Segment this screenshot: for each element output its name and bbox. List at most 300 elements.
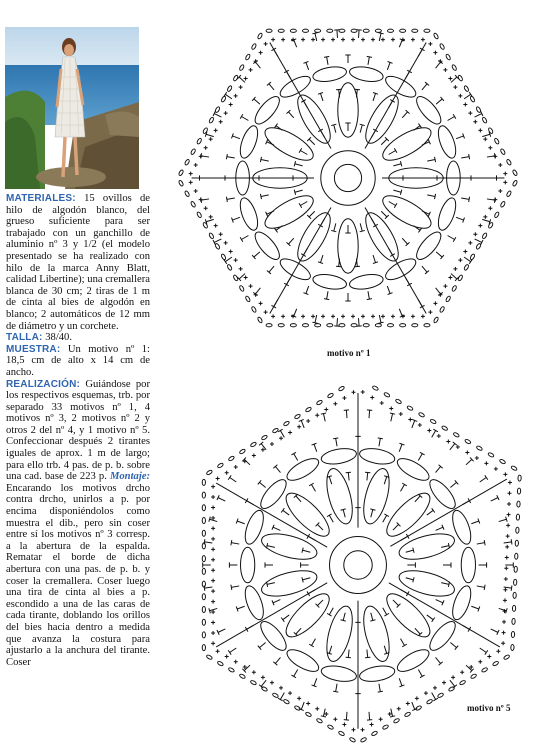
single-crochet xyxy=(219,232,223,236)
double-crochet xyxy=(224,257,232,264)
double-crochet xyxy=(303,286,308,294)
single-crochet xyxy=(333,717,337,721)
montaje-text: Encarando los motivos drcho contra drcho, unirlos a p. por encima disponiéndolos como muestra el dib., pero sin coser entre sí los motivos nº 3 corresp. a la abertura de la espalda. Rematar el borde de dicha abertura con una pas. de p. b. y coser la cremallera. Coser luego una tira de cinta al bies a p. escondido a una de las caras de cada tirante, doblando los orillos del bies hacia dentro a medida que avanza la costura para ajustarlo a la anchura del tirante. Coser xyxy=(6,482,150,668)
chain-stitch xyxy=(202,632,205,638)
corner-spoke xyxy=(216,583,327,647)
chain-stitch xyxy=(327,724,334,730)
double-crochet xyxy=(299,148,307,154)
double-crochet xyxy=(504,539,512,544)
single-crochet xyxy=(463,250,467,254)
single-crochet xyxy=(315,413,319,417)
double-crochet xyxy=(273,465,280,473)
single-crochet xyxy=(473,120,477,124)
materiales-heading: MATERIALES: xyxy=(6,193,76,204)
double-crochet xyxy=(242,665,250,672)
single-crochet xyxy=(415,696,419,700)
single-crochet xyxy=(321,314,325,318)
chain-stitch xyxy=(494,138,500,145)
single-crochet xyxy=(391,38,395,42)
double-crochet xyxy=(307,211,315,219)
double-crochet xyxy=(217,629,225,635)
double-crochet xyxy=(278,429,284,437)
chain-stitch xyxy=(202,222,208,229)
double-crochet xyxy=(373,93,378,101)
single-crochet xyxy=(279,436,283,440)
double-crochet xyxy=(258,480,266,487)
chain-stitch xyxy=(445,54,451,61)
single-crochet xyxy=(399,412,403,416)
chain-stitch xyxy=(513,579,516,585)
single-crochet xyxy=(261,675,265,679)
double-crochet xyxy=(260,194,268,199)
single-crochet xyxy=(311,314,315,318)
single-crochet xyxy=(271,38,275,42)
single-crochet xyxy=(214,128,218,132)
chain-stitch xyxy=(514,566,517,572)
single-crochet xyxy=(507,502,511,506)
double-crochet xyxy=(480,648,488,655)
chain-stitch xyxy=(266,29,272,32)
double-crochet xyxy=(321,413,326,421)
double-crochet xyxy=(333,684,338,692)
double-crochet xyxy=(412,702,417,710)
double-crochet xyxy=(427,615,435,622)
chain-stitch xyxy=(384,392,391,398)
double-crochet xyxy=(491,629,499,635)
chain-stitch xyxy=(202,505,205,511)
corner-spoke xyxy=(270,207,331,313)
double-crochet xyxy=(464,92,472,99)
single-crochet xyxy=(234,465,238,469)
chain-stitch xyxy=(178,180,184,187)
double-crochet xyxy=(302,548,310,553)
chain-stitch xyxy=(388,29,394,32)
single-crochet xyxy=(453,85,457,89)
single-crochet xyxy=(478,224,482,228)
chain-stitch xyxy=(492,661,499,667)
single-crochet xyxy=(214,224,218,228)
single-crochet xyxy=(488,146,492,150)
chain-stitch xyxy=(202,607,205,613)
double-crochet xyxy=(466,665,474,672)
single-crochet xyxy=(321,38,325,42)
chain-stitch xyxy=(206,654,213,660)
chain-loop xyxy=(358,664,396,684)
chain-stitch xyxy=(494,211,500,218)
chain-stitch xyxy=(426,699,433,705)
single-crochet xyxy=(333,402,337,406)
chain-stitch xyxy=(305,407,312,413)
chain-stitch xyxy=(294,705,301,711)
chain-stitch xyxy=(190,201,196,208)
double-crochet xyxy=(236,606,244,611)
double-crochet xyxy=(341,509,346,517)
single-crochet xyxy=(259,51,263,55)
single-crochet xyxy=(229,102,233,106)
chain-stitch xyxy=(202,568,205,574)
chain-stitch xyxy=(202,479,205,485)
single-crochet xyxy=(270,681,274,685)
single-crochet xyxy=(381,314,385,318)
single-crochet xyxy=(370,396,374,400)
chain-stitch xyxy=(415,705,422,711)
chain-loop xyxy=(397,566,458,601)
chain-stitch xyxy=(278,324,284,327)
double-crochet xyxy=(383,514,389,522)
double-crochet xyxy=(399,443,404,451)
single-crochet xyxy=(428,42,432,46)
double-crochet xyxy=(499,517,507,522)
double-crochet xyxy=(450,643,458,650)
single-crochet xyxy=(311,38,315,42)
single-crochet xyxy=(211,505,215,509)
single-crochet xyxy=(301,38,305,42)
single-crochet xyxy=(498,163,502,167)
single-crochet xyxy=(281,38,285,42)
double-crochet xyxy=(450,480,458,487)
chain-stitch xyxy=(424,324,430,327)
single-crochet xyxy=(216,476,220,480)
chain-loop xyxy=(241,547,255,583)
chain-loop xyxy=(322,604,357,665)
double-crochet xyxy=(367,291,372,299)
chain-stitch xyxy=(511,631,514,637)
single-crochet xyxy=(351,38,355,42)
double-crochet xyxy=(281,508,289,515)
single-crochet xyxy=(411,314,415,318)
double-crochet xyxy=(331,223,336,231)
double-crochet xyxy=(360,124,365,132)
double-crochet xyxy=(360,223,365,231)
single-crochet xyxy=(483,215,487,219)
chain-loop xyxy=(284,646,322,676)
double-crochet xyxy=(479,562,487,567)
chain-stitch xyxy=(517,501,520,507)
double-crochet xyxy=(291,39,296,47)
double-crochet xyxy=(436,600,444,606)
chain-stitch xyxy=(290,29,296,32)
double-crochet xyxy=(436,525,444,531)
chain-stitch xyxy=(202,530,205,536)
double-crochet xyxy=(226,197,234,202)
single-crochet xyxy=(448,275,452,279)
double-crochet xyxy=(252,97,260,104)
double-crochet xyxy=(436,252,444,259)
motif-5-caption: motivo nº 5 xyxy=(467,703,511,713)
chain-loop xyxy=(413,93,445,128)
chain-stitch xyxy=(316,400,323,406)
double-crochet xyxy=(387,286,392,294)
double-crochet xyxy=(232,217,240,222)
chain-loop xyxy=(260,122,317,167)
double-crochet xyxy=(217,495,225,501)
chain-stitch xyxy=(316,718,323,724)
chain-loop xyxy=(426,476,460,512)
double-crochet xyxy=(471,606,479,611)
double-crochet xyxy=(299,202,307,208)
chain-loop xyxy=(378,190,435,235)
chain-stitch xyxy=(476,445,483,451)
chain-loop xyxy=(449,508,475,546)
double-crochet xyxy=(316,600,324,608)
chain-stitch xyxy=(202,645,205,651)
double-crochet xyxy=(418,452,424,460)
chain-stitch xyxy=(464,439,471,445)
chain-stitch xyxy=(400,324,406,327)
chain-stitch xyxy=(488,127,494,134)
double-crochet xyxy=(370,509,375,517)
single-crochet xyxy=(428,310,432,314)
chain-loop xyxy=(394,454,432,484)
chain-stitch xyxy=(464,85,470,92)
chain-stitch xyxy=(360,737,367,743)
single-crochet xyxy=(496,649,500,653)
chain-stitch xyxy=(506,159,512,166)
chain-stitch xyxy=(283,699,290,705)
double-crochet xyxy=(316,523,324,531)
single-crochet xyxy=(458,258,462,262)
chain-stitch xyxy=(245,54,251,61)
chain-stitch xyxy=(228,456,235,462)
double-crochet xyxy=(422,82,429,90)
double-crochet xyxy=(231,540,239,545)
single-crochet xyxy=(502,631,506,635)
realizacion-paragraph xyxy=(6,379,150,669)
chain-stitch xyxy=(315,324,321,327)
chain-stitch xyxy=(327,324,333,327)
double-crochet xyxy=(456,217,464,222)
single-crochet xyxy=(204,206,208,210)
double-crochet xyxy=(367,410,372,418)
chain-stitch xyxy=(257,33,263,40)
single-crochet xyxy=(443,68,447,72)
chain-stitch xyxy=(184,190,190,197)
single-crochet xyxy=(234,94,238,98)
chain-stitch xyxy=(327,29,333,32)
double-crochet xyxy=(401,639,407,647)
chain-stitch xyxy=(290,324,296,327)
chain-stitch xyxy=(433,33,439,40)
double-crochet xyxy=(344,410,349,418)
double-crochet xyxy=(201,197,209,202)
chain-stitch xyxy=(315,29,321,32)
chain-stitch xyxy=(451,285,457,292)
single-crochet xyxy=(484,461,488,465)
single-crochet xyxy=(478,128,482,132)
chain-loop xyxy=(312,65,348,84)
chain-stitch xyxy=(482,232,488,239)
chain-stitch xyxy=(250,680,257,686)
double-crochet xyxy=(226,154,234,159)
single-crochet xyxy=(361,314,365,318)
chain-stitch xyxy=(178,169,184,176)
muestra-text: Un motivo nº 1: 18,5 cm de alto x 14 cm de ancho. xyxy=(6,343,151,378)
chain-stitch xyxy=(261,435,268,441)
double-crochet xyxy=(487,197,495,202)
chain-stitch xyxy=(388,324,394,327)
single-crochet xyxy=(453,267,457,271)
single-crochet xyxy=(288,691,292,695)
chain-stitch xyxy=(451,64,457,71)
motif-1-caption: motivo nº 1 xyxy=(327,348,371,358)
double-crochet xyxy=(393,600,401,608)
corner-spoke xyxy=(390,479,507,546)
center-ring xyxy=(321,151,375,205)
double-crochet xyxy=(422,266,429,274)
talla-heading: TALLA: xyxy=(6,332,43,344)
single-crochet xyxy=(194,189,198,193)
double-crochet xyxy=(482,132,490,137)
single-crochet xyxy=(306,702,310,706)
double-crochet xyxy=(312,443,317,451)
double-crochet xyxy=(331,124,336,132)
double-crochet xyxy=(281,615,289,622)
chain-stitch xyxy=(239,64,245,71)
double-crochet xyxy=(390,709,395,717)
double-crochet xyxy=(393,190,401,195)
chain-stitch xyxy=(196,211,202,218)
double-crochet xyxy=(381,137,389,145)
single-crochet xyxy=(259,301,263,305)
chain-stitch xyxy=(407,405,414,411)
instructions-text xyxy=(6,193,150,668)
double-crochet xyxy=(456,133,464,138)
chain-stitch xyxy=(517,488,520,494)
chain-stitch xyxy=(209,232,215,239)
model-photo xyxy=(5,27,139,189)
double-crochet xyxy=(265,562,273,567)
single-crochet xyxy=(211,631,215,635)
chain-stitch xyxy=(499,459,506,465)
realizacion-text: Guiándose por los respectivos esquemas, trb. por separado 33 motivos nº 1, 4 motivos nº 3, 2 motivos nº 2 y otros 2 del nº 4, y 1 motivo nº 5. Confeccionar después 2 tirantes iguales de aprox. 1 m de largo; para ello trb. 4 pas. de p. b. sobre una cad. base de 223 p. xyxy=(6,378,150,483)
chain-loop xyxy=(359,604,394,665)
single-crochet xyxy=(219,120,223,124)
chain-loop xyxy=(251,228,283,263)
chain-stitch xyxy=(404,712,411,718)
chain-stitch xyxy=(500,148,506,155)
chain-loop xyxy=(461,547,475,583)
single-crochet xyxy=(341,314,345,318)
center-ring xyxy=(344,551,372,579)
double-crochet xyxy=(267,266,274,274)
double-crochet xyxy=(344,712,349,720)
single-crochet xyxy=(503,588,507,592)
chain-loop xyxy=(259,566,320,601)
double-crochet xyxy=(333,438,338,446)
double-crochet xyxy=(448,114,456,120)
single-crochet xyxy=(503,180,507,184)
single-crochet xyxy=(388,712,392,716)
double-crochet xyxy=(346,472,351,480)
chain-stitch xyxy=(202,518,205,524)
single-crochet xyxy=(211,621,215,625)
chain-stitch xyxy=(445,296,451,303)
chain-stitch xyxy=(500,201,506,208)
chain-stitch xyxy=(209,117,215,124)
chain-stitch xyxy=(515,553,518,559)
double-crochet xyxy=(367,712,372,720)
double-crochet xyxy=(240,236,248,242)
double-crochet xyxy=(378,438,383,446)
corner-spoke xyxy=(270,43,331,149)
montaje-heading: Montaje: xyxy=(109,471,150,483)
chain-stitch xyxy=(424,29,430,32)
double-crochet xyxy=(471,519,479,524)
chain-stitch xyxy=(459,680,466,686)
single-crochet xyxy=(288,430,292,434)
chain-loop xyxy=(426,618,460,654)
double-crochet xyxy=(324,56,329,64)
single-crochet xyxy=(211,568,215,572)
chain-loop xyxy=(259,529,320,564)
chain-stitch xyxy=(278,29,284,32)
single-crochet xyxy=(411,38,415,42)
chain-loop xyxy=(435,196,459,233)
single-crochet xyxy=(468,111,472,115)
chain-loop xyxy=(358,446,396,466)
double-crochet xyxy=(412,419,417,427)
chain-stitch xyxy=(338,386,345,392)
double-crochet xyxy=(309,639,315,647)
double-crochet xyxy=(303,62,308,70)
single-crochet xyxy=(504,566,508,570)
double-crochet xyxy=(441,582,449,587)
double-crochet xyxy=(367,56,372,64)
chain-stitch xyxy=(512,618,515,624)
single-crochet xyxy=(211,641,215,645)
single-crochet xyxy=(506,534,510,538)
single-crochet xyxy=(211,547,215,551)
double-crochet xyxy=(307,137,315,145)
single-crochet xyxy=(448,77,452,81)
chain-stitch xyxy=(433,317,439,324)
double-crochet xyxy=(373,255,378,263)
double-crochet xyxy=(327,608,333,616)
double-crochet xyxy=(273,657,280,665)
chain-stitch xyxy=(250,442,257,448)
double-crochet xyxy=(477,540,485,545)
single-crochet xyxy=(211,589,215,593)
single-crochet xyxy=(224,111,228,115)
double-crochet xyxy=(393,523,401,531)
double-crochet xyxy=(432,693,438,701)
single-crochet xyxy=(194,163,198,167)
double-crochet xyxy=(236,519,244,524)
single-crochet xyxy=(488,206,492,210)
single-crochet xyxy=(216,649,220,653)
corner-spoke xyxy=(365,207,426,313)
chain-stitch xyxy=(512,605,515,611)
single-crochet xyxy=(264,42,268,46)
chain-loop xyxy=(348,65,384,84)
chain-stitch xyxy=(338,731,345,737)
chain-stitch xyxy=(190,148,196,155)
single-crochet xyxy=(433,301,437,305)
chain-stitch xyxy=(363,29,369,32)
chain-stitch xyxy=(217,661,224,667)
double-crochet xyxy=(201,153,209,158)
chain-loop xyxy=(242,508,268,546)
chain-stitch xyxy=(437,692,444,698)
single-crochet xyxy=(224,241,228,245)
chain-stitch xyxy=(481,667,488,673)
chain-stitch xyxy=(439,43,445,50)
chain-stitch xyxy=(351,324,357,327)
single-crochet xyxy=(503,598,507,602)
double-crochet xyxy=(389,202,397,208)
double-crochet xyxy=(345,55,350,63)
chain-stitch xyxy=(202,492,205,498)
